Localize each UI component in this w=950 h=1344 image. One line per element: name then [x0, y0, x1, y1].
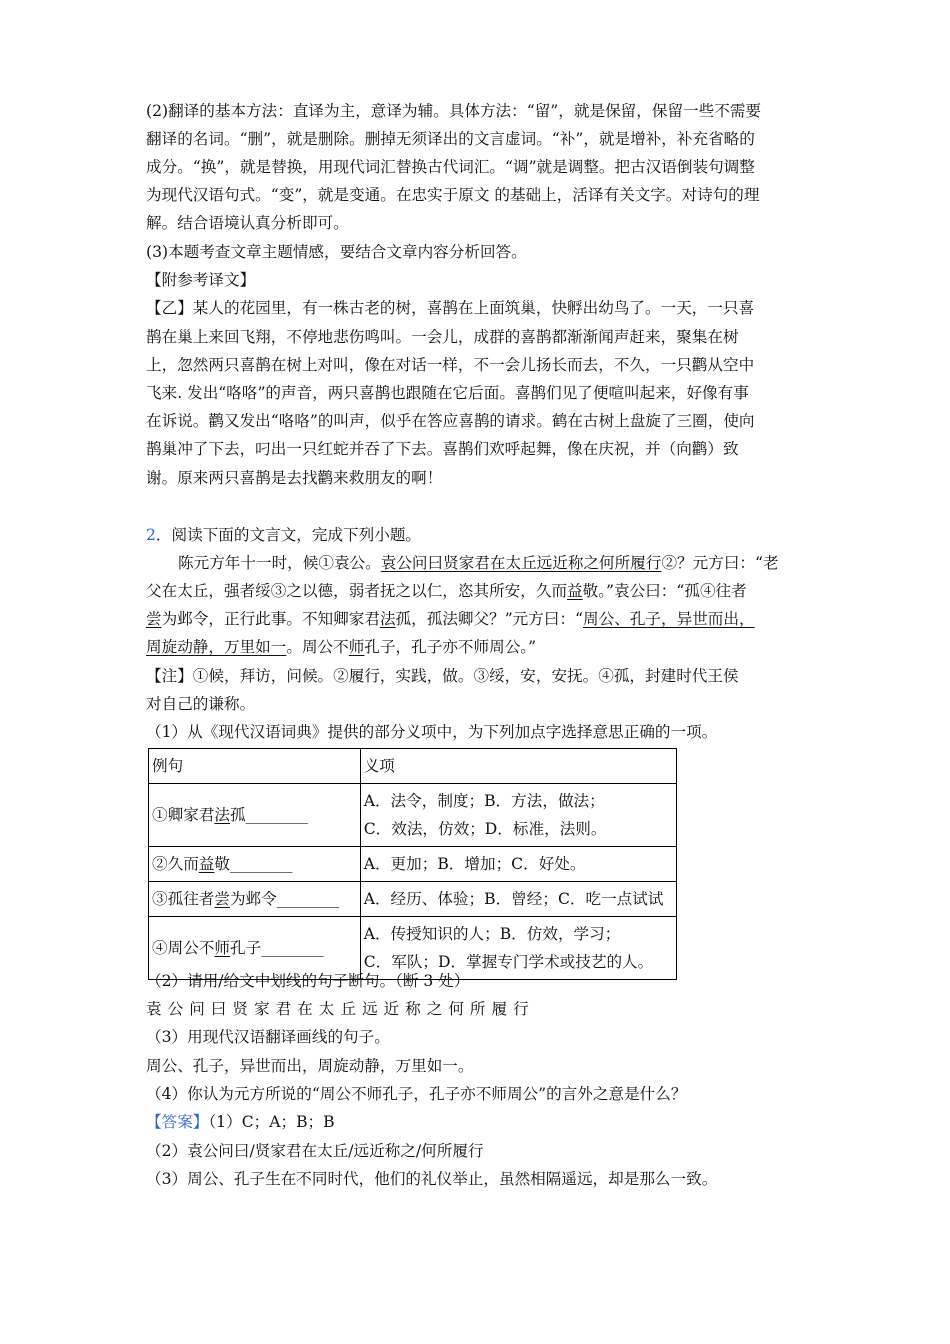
q2-text-line-1: 陈元方年十一时，候①袁公。袁公问曰贤家君在太丘远近称之何所履行②？元方曰：“老 [178, 554, 779, 572]
q2-intro-text: ．阅读下面的文言文，完成下列小题。 [155, 526, 422, 544]
q2-number: 2 [146, 526, 156, 544]
sub-question-1: （1）从《现代汉语词典》提供的部分义项中，为下列加点字选择意思正确的一项。 [146, 723, 718, 741]
underlined-sentence-2b: 周旋动静，万里如一 [146, 638, 287, 656]
notes-line-2: 对自己的谦称。 [146, 695, 256, 713]
underlined-sentence-2a: 周公、孔子，异世而出， [583, 610, 755, 628]
q2-intro [146, 524, 421, 546]
sub-question-4: （4）你认为元方所说的“周公不师孔子，孔子亦不师周公”的言外之意是什么？ [146, 1085, 687, 1103]
table-row: ②久而益敬________ A．更加；B．增加；C．好处。 [149, 847, 677, 882]
dotted-char-yi: 益 [567, 582, 583, 600]
explain-p3: (3)本题考查文章主题情感，要结合文章内容分析回答。 [146, 243, 527, 261]
table-row: ③孤往者尝为邺令________ A．经历、体验；B．曾经；C．吃一点试试 [149, 882, 677, 917]
dotted-char-fa: 法 [379, 610, 396, 628]
explain-p2-line-1: (2)翻译的基本方法：直译为主，意译为辅。具体方法：“留”，就是保留，保留一些不需要 [146, 102, 762, 120]
explain-p2-line-2: 翻译的名词。“删”，就是删除。删掉无须译出的文言虚词。“补”，就是增补，补充省略的 [146, 130, 755, 148]
sub-question-2-sentence: 袁公问曰贤家君在太丘远近称之何所履行 [146, 1000, 535, 1018]
q2-text-line-3: 尝为邺令，正行此事。不知卿家君法孤，孤法卿父？”元方曰：“周公、孔子，异世而出， [146, 610, 755, 628]
table-row: ①卿家君法孤________ A．法令，制度；B．方法，做法； C．效法，仿效；D．标准，法则。 [149, 784, 677, 847]
notes-line-1: 【注】①候，拜访，问候。②履行，实践，做。③绥，安，安抚。④孤，封建时代王侯 [146, 667, 739, 685]
table-row: ④周公不师孔子________ A．传授知识的人；B．仿效，学习； C．军队；D．掌握专门学术或技艺的人。 [149, 917, 677, 980]
answer-line-2: （2）袁公问曰/贤家君在太丘/远近称之/何所履行 [146, 1142, 484, 1160]
answer-tag: 【答案】 [146, 1113, 209, 1131]
yi-line-2: 鹊在巢上来回飞翔，不停地悲伤鸣叫。一会儿，成群的喜鹊都渐渐闻声赶来，聚集在树 [146, 328, 739, 346]
underlined-sentence-1: 袁公问曰贤家君在太丘远近称之何所履行 [380, 554, 662, 572]
header-meaning: 义项 [360, 749, 676, 784]
explain-p2-line-4: 为现代汉语句式。“变”，就是变通。在忠实于原文 的基础上，活译有关文字。对诗句的理 [146, 186, 760, 204]
q2-text-line-4: 周旋动静，万里如一。周公不师孔子，孔子亦不师周公。” [146, 638, 537, 656]
dotted-char-chang: 尝 [146, 610, 162, 628]
explain-p2-line-5: 解。结合语境认真分析即可。 [146, 214, 349, 232]
yi-line-7: 谢。原来两只喜鹊是去找鹳来救朋友的啊！ [146, 469, 443, 487]
explain-p2-line-3: 成分。“换”，就是替换，用现代词汇替换古代词汇。“调”就是调整。把古汉语倒装句调整 [146, 158, 755, 176]
yi-line-6: 鹊巢冲了下去，叼出一只红蛇并吞了下去。喜鹊们欢呼起舞，像在庆祝，并（向鹳）致 [146, 440, 739, 458]
yi-line-1: 【乙】某人的花园里，有一株古老的树，喜鹊在上面筑巢，快孵出幼鸟了。一天，一只喜 [146, 299, 755, 317]
answer-line-3: （3）周公、孔子生在不同时代，他们的礼仪举止，虽然相隔遥远，却是那么一致。 [146, 1170, 718, 1188]
yi-line-4: 飞来. 发出“咯咯”的声音，两只喜鹊也跟随在它后面。喜鹊们见了便喧叫起来，好像有事 [146, 384, 749, 402]
sub-question-3-sentence: 周公、孔子，异世而出，周旋动静，万里如一。 [146, 1057, 474, 1075]
q2-text-line-2: 父在太丘，强者绥③之以德，弱者抚之以仁，恣其所安，久而益敬。”袁公曰：“孤④往者 [146, 582, 747, 600]
header-example: 例句 [149, 749, 361, 784]
meaning-table [148, 748, 677, 980]
table-header-row [149, 749, 677, 784]
reference-heading: 【附参考译文】 [146, 271, 256, 289]
yi-line-3: 上，忽然两只喜鹊在树上对叫，像在对话一样，不一会儿扬长而去，不久，一只鹳从空中 [146, 356, 755, 374]
yi-line-5: 在诉说。鹳又发出“咯咯”的叫声，似乎在答应喜鹊的请求。鹤在古树上盘旋了三圈，使向 [146, 412, 755, 430]
dotted-char-shi: 师 [348, 638, 365, 656]
answer-line-1: 【答案】（1）C；A；B；B [146, 1113, 335, 1131]
sub-question-3: （3）用现代汉语翻译画线的句子。 [146, 1028, 390, 1046]
sub-question-2: （2）请用/给文中划线的句子断句。（断 3 处） [146, 972, 470, 990]
